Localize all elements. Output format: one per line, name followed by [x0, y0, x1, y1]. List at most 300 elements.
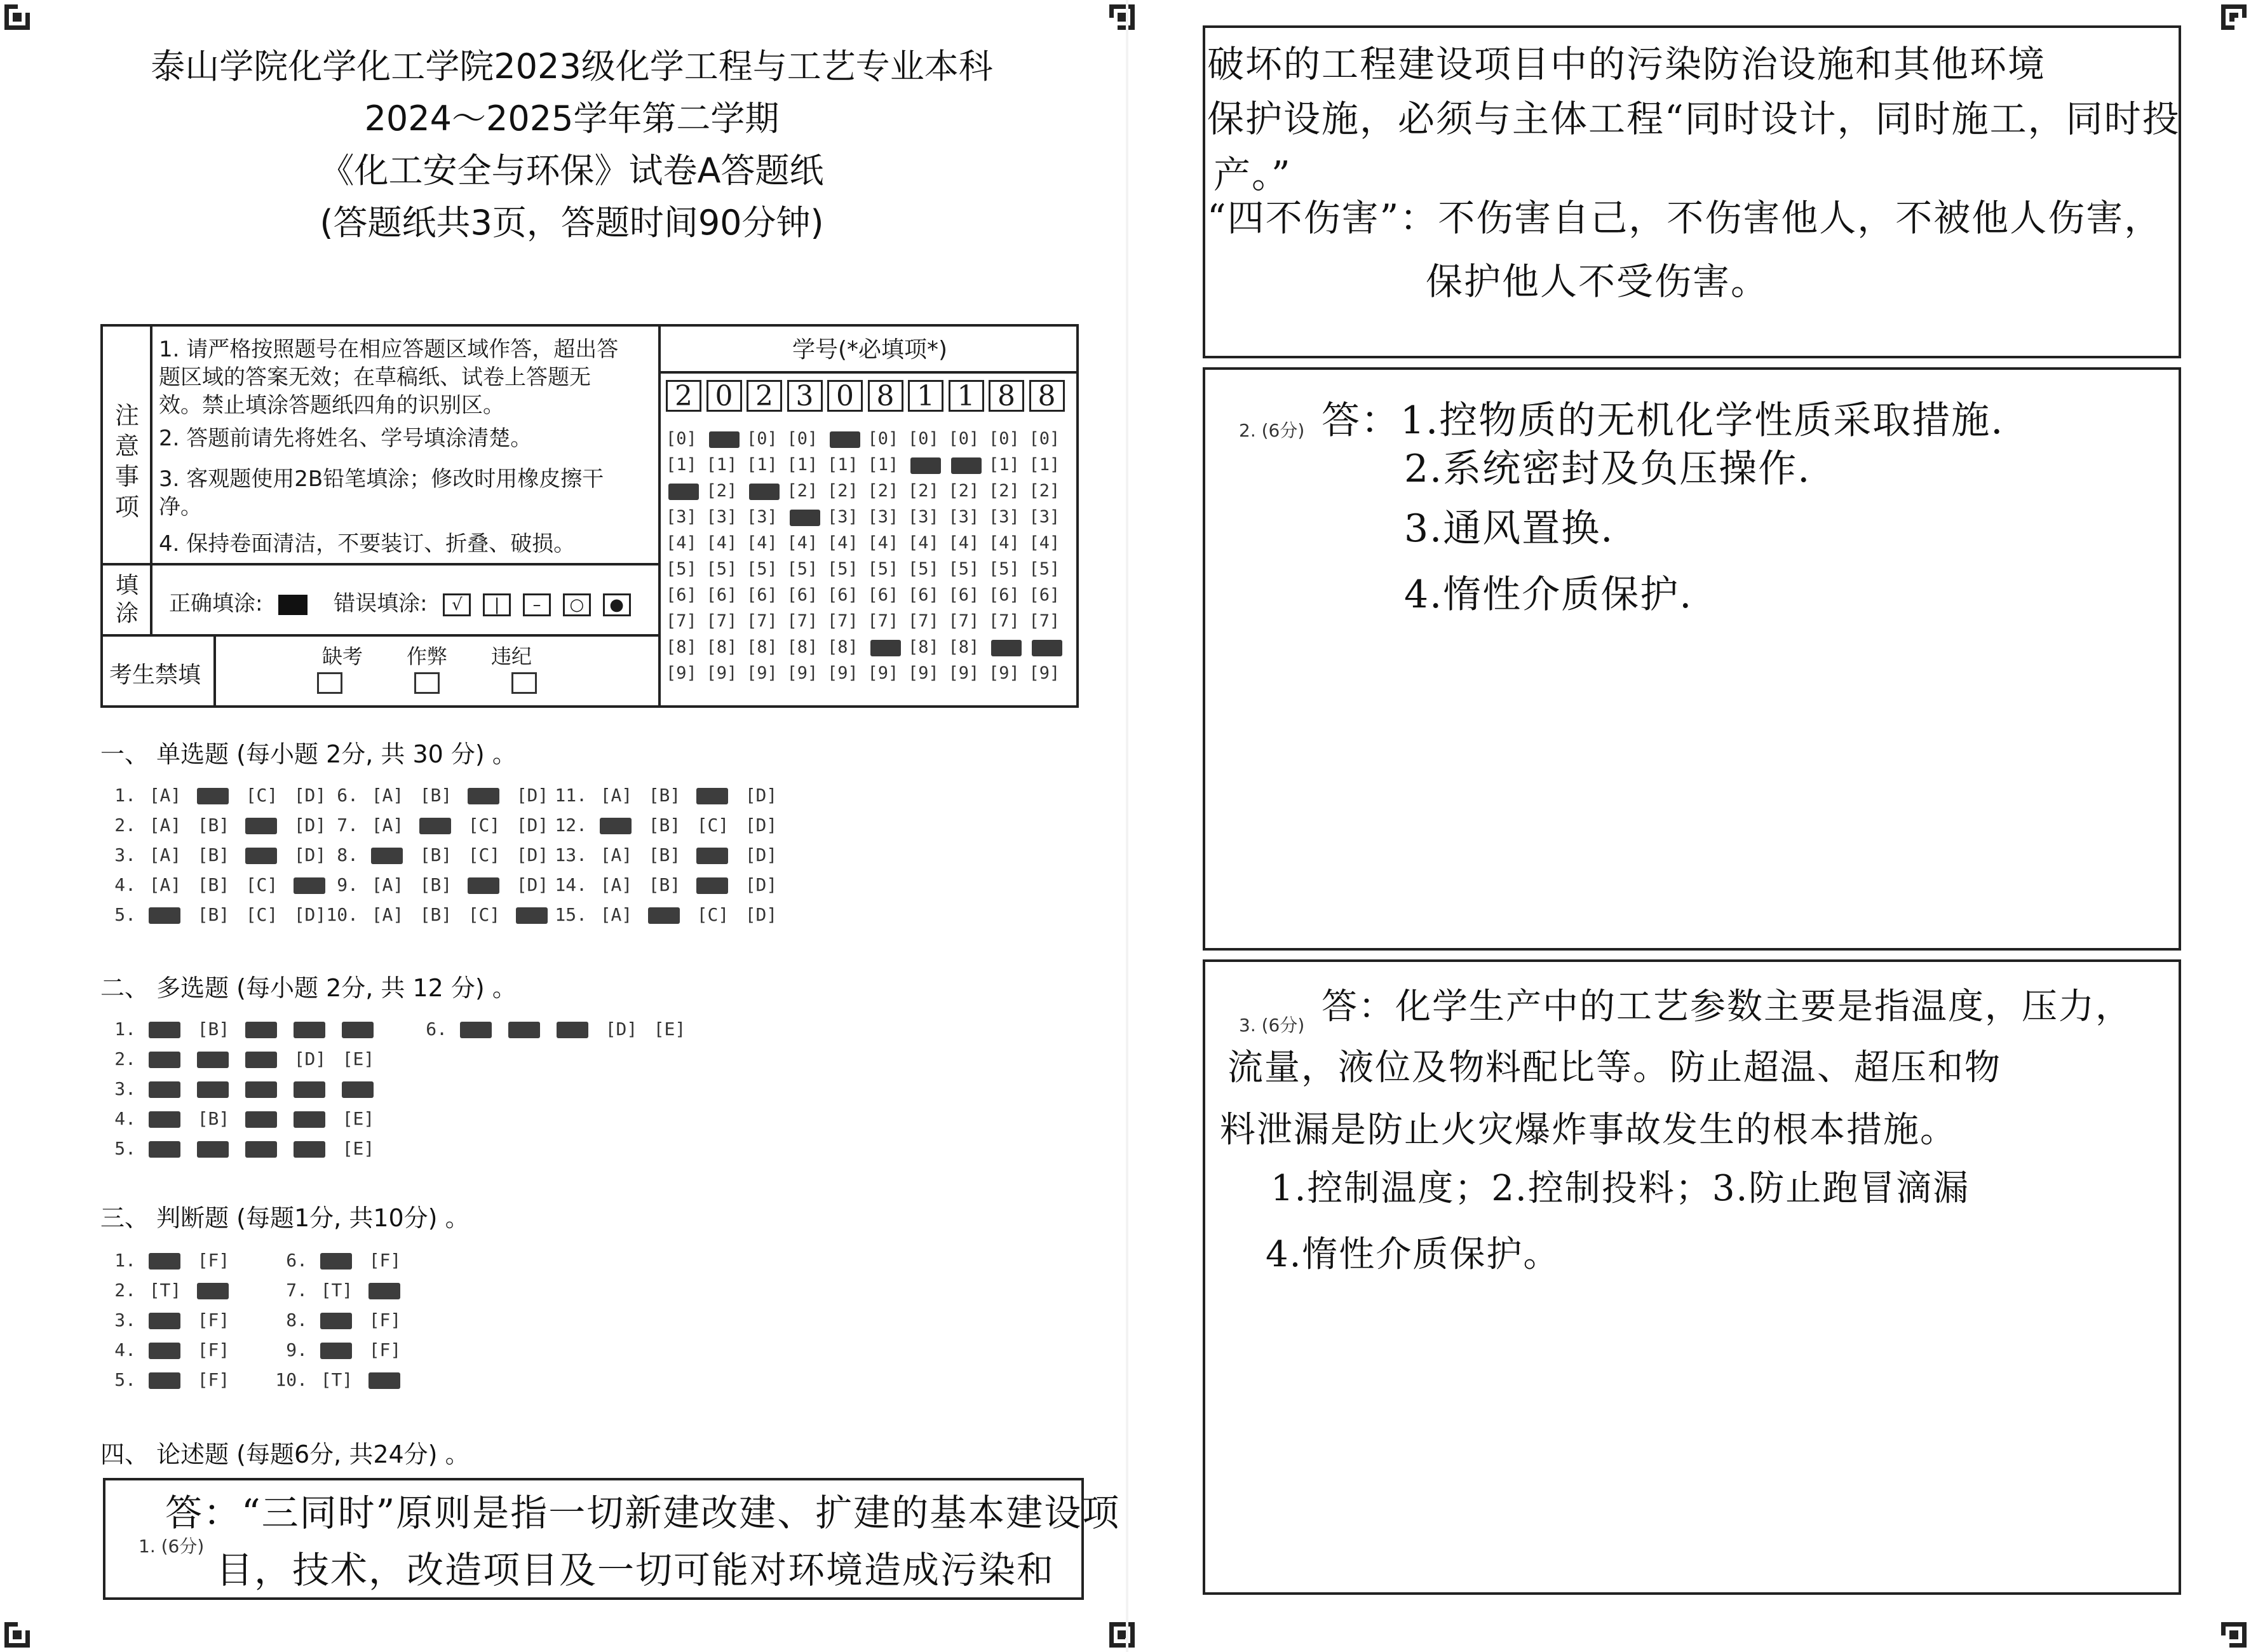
fill-side-label: 填涂 [115, 572, 139, 626]
student-id-bubble[interactable]: [8] [747, 637, 778, 657]
answer-bubble[interactable]: [A] [149, 815, 182, 836]
answer-bubble[interactable]: [A] [149, 785, 182, 806]
student-id-digit-cell[interactable]: 8 [989, 380, 1024, 412]
student-id-bubble[interactable]: [9] [787, 663, 818, 683]
answer-bubble-filled[interactable] [193, 1049, 234, 1069]
student-id-bubble[interactable]: [9] [989, 663, 1020, 683]
answer-bubble[interactable]: [C] [245, 874, 278, 895]
answer-bubble[interactable]: [D] [294, 815, 327, 836]
corner-mark-bottom-center [1109, 1622, 1135, 1648]
student-id-bubble[interactable]: [8] [908, 637, 939, 657]
student-id-bubble[interactable]: [9] [867, 663, 899, 683]
student-id-bubble-filled[interactable] [787, 508, 818, 527]
question-number: 3. [114, 844, 136, 865]
student-id-bubble[interactable]: [5] [706, 559, 738, 579]
student-id-bubble[interactable]: [6] [666, 585, 697, 605]
student-id-bubble[interactable]: [9] [827, 663, 858, 683]
student-id-bubble[interactable]: [2] [948, 481, 980, 501]
student-id-bubble[interactable]: [3] [989, 507, 1020, 527]
question-row [95, 1049, 386, 1069]
answer-bubble-filled[interactable] [596, 815, 637, 836]
answer-bubble-filled[interactable] [290, 1139, 330, 1159]
essay-q3-line-2: 流量，液位及物料配比等。防止超温、超压和物 [1227, 1047, 2001, 1088]
fill-correct-label: 正确填涂: [169, 591, 263, 616]
student-id-bubble-filled[interactable] [989, 638, 1020, 657]
student-id-digit-cell[interactable]: 2 [747, 380, 782, 412]
answer-bubble[interactable]: [D] [745, 785, 778, 806]
student-id-bubble[interactable]: [3] [908, 507, 939, 527]
answer-bubble-filled[interactable] [416, 815, 456, 836]
student-id-bubble[interactable]: [9] [948, 663, 980, 683]
question-number: 2. [114, 815, 136, 836]
student-id-bubble[interactable]: [6] [948, 585, 980, 605]
answer-bubble-filled[interactable] [145, 1049, 186, 1069]
answer-bubble-filled[interactable] [145, 1109, 186, 1129]
fill-legend [169, 586, 636, 617]
answer-bubble-filled[interactable] [145, 1079, 186, 1099]
answer-bubble-filled[interactable] [145, 1310, 186, 1330]
student-id-bubble[interactable]: [6] [747, 585, 778, 605]
student-id-bubble[interactable]: [7] [747, 611, 778, 631]
answer-bubble[interactable]: [B] [197, 904, 230, 925]
student-id-bubble[interactable]: [5] [908, 559, 939, 579]
answer-bubble[interactable]: [T] [320, 1280, 353, 1301]
answer-bubble-filled[interactable] [241, 1079, 282, 1099]
student-id-bubble[interactable]: [0] [908, 429, 939, 449]
student-id-bubble[interactable]: [5] [666, 559, 697, 579]
student-id-bubble[interactable]: [0] [666, 429, 697, 449]
student-id-bubble[interactable]: [4] [908, 533, 939, 553]
forbid-cheat-checkbox[interactable] [414, 672, 440, 694]
answer-bubble-filled[interactable] [193, 785, 234, 806]
answer-bubble[interactable]: [A] [600, 785, 633, 806]
student-id-bubble[interactable]: [7] [706, 611, 738, 631]
page-divider [1126, 0, 1128, 1652]
answer-bubble[interactable]: [F] [197, 1369, 230, 1390]
answer-bubble[interactable]: [A] [149, 874, 182, 895]
student-id-bubble[interactable]: [5] [1029, 559, 1060, 579]
student-id-bubble[interactable]: [1] [787, 455, 818, 475]
question-row [95, 1310, 241, 1330]
answer-bubble-filled[interactable] [693, 875, 733, 895]
answer-bubble-filled[interactable] [316, 1310, 357, 1330]
student-id-bubble[interactable]: [8] [827, 637, 858, 657]
answer-bubble[interactable]: [A] [600, 844, 633, 865]
student-id-bubble[interactable]: [2] [989, 481, 1020, 501]
answer-bubble[interactable]: [D] [516, 815, 549, 836]
student-id-bubble[interactable]: [1] [747, 455, 778, 475]
info-row-divider-2 [100, 634, 659, 637]
answer-bubble[interactable]: [C] [468, 904, 501, 925]
answer-bubble[interactable]: [D] [294, 785, 327, 806]
student-id-bubble[interactable]: [3] [1029, 507, 1060, 527]
student-id-digit-cell[interactable]: 1 [949, 380, 984, 412]
student-id-bubble[interactable]: [3] [706, 507, 738, 527]
answer-bubble[interactable]: [A] [600, 874, 633, 895]
student-id-bubble[interactable]: [1] [706, 455, 738, 475]
answer-bubble[interactable]: [F] [368, 1250, 402, 1271]
answer-bubble[interactable]: [B] [419, 844, 452, 865]
answer-bubble[interactable]: [A] [600, 904, 633, 925]
question-row [407, 1019, 698, 1039]
answer-bubble[interactable]: [D] [605, 1019, 638, 1039]
student-id-bubble[interactable]: [4] [867, 533, 899, 553]
answer-bubble-filled[interactable] [241, 815, 282, 836]
student-id-bubble[interactable]: [1] [867, 455, 899, 475]
student-id-bubble[interactable]: [9] [666, 663, 697, 683]
question-row [95, 1250, 241, 1271]
answer-bubble[interactable]: [B] [419, 904, 452, 925]
answer-bubble[interactable]: [B] [648, 785, 681, 806]
question-number: 10. [326, 904, 358, 925]
answer-bubble-filled[interactable] [464, 785, 504, 806]
student-id-bubble[interactable]: [6] [908, 585, 939, 605]
answer-bubble[interactable]: [C] [696, 904, 729, 925]
essay-q3-line-1: 答：化学生产中的工艺参数主要是指温度，压力， [1322, 986, 2132, 1027]
student-id-digit-cell[interactable]: 2 [666, 380, 701, 412]
essay-q3-line-5: 4.惰性介质保护。 [1266, 1234, 1560, 1275]
section2-title: 二、 多选题 (每小题 2分, 共 12 分) 。 [100, 974, 517, 1002]
answer-bubble[interactable]: [B] [197, 844, 230, 865]
student-id-bubble[interactable]: [0] [787, 429, 818, 449]
answer-bubble-filled[interactable] [193, 1139, 234, 1159]
student-id-bubble[interactable]: [1] [666, 455, 697, 475]
corner-mark-top-left [4, 4, 30, 30]
student-id-bubble[interactable]: [5] [867, 559, 899, 579]
essay-q2-line-4: 4.惰性介质保护. [1404, 572, 1693, 617]
question-number: 12. [555, 815, 587, 836]
question-row [318, 785, 560, 806]
question-row [546, 785, 789, 806]
essay-q2-line-3: 3.通风置换. [1404, 506, 1614, 551]
answer-bubble-filled[interactable] [145, 905, 186, 925]
answer-bubble[interactable]: [B] [197, 815, 230, 836]
student-id-bubble[interactable]: [4] [747, 533, 778, 553]
student-id-bubble[interactable]: [5] [989, 559, 1020, 579]
answer-bubble[interactable]: [D] [516, 844, 549, 865]
answer-bubble[interactable]: [D] [294, 844, 327, 865]
student-id-bubble[interactable]: [0] [1029, 429, 1060, 449]
student-id-bubble[interactable]: [9] [908, 663, 939, 683]
student-id-bubble[interactable]: [6] [787, 585, 818, 605]
question-row [267, 1280, 413, 1301]
question-number: 10. [275, 1369, 308, 1390]
answer-bubble-filled[interactable] [693, 845, 733, 865]
student-id-bubble-filled[interactable] [1029, 638, 1060, 657]
answer-bubble-filled[interactable] [193, 1079, 234, 1099]
answer-bubble[interactable]: [T] [320, 1369, 353, 1390]
answer-bubble-filled[interactable] [145, 1019, 186, 1039]
question-number: 4. [114, 1339, 136, 1360]
answer-bubble[interactable]: [B] [648, 874, 681, 895]
student-id-bubble[interactable]: [4] [787, 533, 818, 553]
answer-bubble[interactable]: [C] [696, 815, 729, 836]
answer-bubble[interactable]: [D] [745, 844, 778, 865]
question-number: 5. [114, 904, 136, 925]
student-id-bubble[interactable]: [6] [867, 585, 899, 605]
question-number: 14. [555, 874, 587, 895]
answer-bubble-filled[interactable] [693, 785, 733, 806]
answer-bubble-filled[interactable] [145, 1139, 186, 1159]
answer-bubble-filled[interactable] [193, 1280, 234, 1301]
answer-bubble-filled[interactable] [145, 1250, 186, 1271]
fill-wrong-label: 错误填涂: [334, 591, 428, 616]
student-id-bubble[interactable]: [3] [666, 507, 697, 527]
student-id-bubble[interactable]: [6] [989, 585, 1020, 605]
question-number: 5. [114, 1138, 136, 1159]
section1-title: 一、 单选题 (每小题 2分, 共 30 分) 。 [100, 740, 517, 768]
answer-bubble-filled[interactable] [145, 1370, 186, 1390]
essay-q3-line-4: 1.控制温度；2.控制投料；3.防止跑冒滴漏 [1271, 1168, 1970, 1209]
essay-q1-cont-line-4: “四不伤害”：不伤害自己，不伤害他人，不被他人伤害， [1207, 196, 2163, 240]
student-id-bubble[interactable]: [6] [706, 585, 738, 605]
student-id-digit-cell[interactable]: 3 [787, 380, 823, 412]
answer-bubble[interactable]: [F] [197, 1310, 230, 1330]
student-id-bubble[interactable]: [2] [1029, 481, 1060, 501]
question-row [95, 1019, 386, 1039]
answer-bubble-filled[interactable] [456, 1019, 497, 1039]
student-id-bubble[interactable]: [2] [706, 481, 738, 501]
answer-bubble[interactable]: [F] [197, 1339, 230, 1360]
essay-q1-cont-line-3: 产。” [1213, 153, 1292, 196]
answer-bubble[interactable]: [D] [294, 904, 327, 925]
student-id-bubble[interactable]: [8] [706, 637, 738, 657]
question-row [318, 845, 560, 865]
question-number: 3. [114, 1078, 136, 1099]
forbid-absent-checkbox[interactable] [317, 672, 342, 694]
question-row [267, 1370, 413, 1390]
answer-bubble-filled[interactable] [464, 875, 504, 895]
student-id-bubble[interactable]: [7] [908, 611, 939, 631]
fill-correct-sample [278, 595, 308, 615]
student-id-bubble-filled[interactable] [949, 456, 980, 475]
question-row [95, 1139, 386, 1159]
question-row [95, 1079, 386, 1099]
answer-bubble-filled[interactable] [365, 1280, 405, 1301]
student-id-bubble[interactable]: [7] [948, 611, 980, 631]
student-id-bubble[interactable]: [4] [948, 533, 980, 553]
answer-bubble[interactable]: [B] [648, 844, 681, 865]
student-id-bubble[interactable]: [5] [787, 559, 818, 579]
essay-q1-line-2: 目，技术，改造项目及一切可能对环境造成污染和 [216, 1548, 1055, 1592]
answer-bubble[interactable]: [B] [197, 1108, 230, 1129]
student-id-bubble[interactable]: [3] [747, 507, 778, 527]
answer-bubble-filled[interactable] [644, 905, 685, 925]
answer-bubble-filled[interactable] [316, 1250, 357, 1271]
answer-bubble[interactable]: [B] [648, 815, 681, 836]
answer-bubble[interactable]: [A] [371, 874, 404, 895]
student-id-bubble[interactable]: [8] [666, 637, 697, 657]
answer-bubble[interactable]: [C] [468, 844, 501, 865]
answer-bubble[interactable]: [D] [516, 785, 549, 806]
answer-bubble-filled[interactable] [241, 1019, 282, 1039]
student-id-bubble[interactable]: [2] [827, 481, 858, 501]
answer-bubble[interactable]: [A] [371, 815, 404, 836]
question-row [95, 845, 338, 865]
answer-bubble[interactable]: [C] [245, 785, 278, 806]
answer-bubble[interactable]: [D] [745, 904, 778, 925]
question-row [95, 785, 338, 806]
student-id-bubble[interactable]: [8] [948, 637, 980, 657]
forbid-violate-label: 违纪 [490, 644, 532, 668]
header-title: 泰山学院化学化工学院2023级化学工程与工艺专业本科 [151, 46, 993, 86]
student-id-bubble-filled[interactable] [666, 482, 697, 501]
forbid-cheat-label: 作弊 [406, 644, 447, 668]
answer-bubble[interactable]: [B] [419, 785, 452, 806]
student-id-bubble[interactable]: [5] [948, 559, 980, 579]
answer-bubble[interactable]: [D] [516, 874, 549, 895]
info-block-divider [658, 324, 661, 708]
question-row [267, 1310, 413, 1330]
question-row [546, 905, 789, 925]
answer-bubble[interactable]: [A] [371, 785, 404, 806]
student-id-bubble[interactable]: [1] [1029, 455, 1060, 475]
student-id-bubble[interactable]: [4] [989, 533, 1020, 553]
essay-q1-line-1: 答：“三同时”原则是指一切新建改建、扩建的基本建设项 [165, 1491, 1121, 1534]
answer-bubble-filled[interactable] [367, 845, 408, 865]
student-id-bubble[interactable]: [7] [867, 611, 899, 631]
question-row [318, 875, 560, 895]
student-id-digit-cell[interactable]: 8 [868, 380, 903, 412]
student-id-title-divider [661, 371, 1079, 374]
question-number: 6. [337, 785, 358, 806]
answer-bubble[interactable]: [D] [294, 1048, 327, 1069]
answer-bubble[interactable]: [E] [653, 1019, 686, 1039]
answer-bubble[interactable]: [C] [468, 815, 501, 836]
answer-bubble[interactable]: [E] [342, 1138, 375, 1159]
student-id-bubble[interactable]: [5] [747, 559, 778, 579]
answer-bubble[interactable]: [A] [149, 844, 182, 865]
essay-q3-label: 3. (6分) [1239, 1015, 1305, 1036]
question-row [267, 1340, 413, 1360]
note-item-4: 4. 保持卷面清洁，不要装订、折叠、破损。 [159, 531, 576, 557]
fill-wrong-sample-2: | [483, 593, 511, 616]
student-id-bubble[interactable]: [6] [1029, 585, 1060, 605]
answer-bubble-filled[interactable] [316, 1340, 357, 1360]
student-id-bubble[interactable]: [9] [1029, 663, 1060, 683]
student-id-bubble[interactable]: [4] [1029, 533, 1060, 553]
essay-q1-label: 1. (6分) [139, 1536, 205, 1557]
answer-bubble-filled[interactable] [241, 1049, 282, 1069]
student-id-bubble[interactable]: [3] [867, 507, 899, 527]
student-id-bubble[interactable]: [7] [1029, 611, 1060, 631]
question-row [546, 845, 789, 865]
question-number: 9. [286, 1339, 308, 1360]
question-row [95, 1109, 386, 1129]
student-id-bubble[interactable]: [5] [827, 559, 858, 579]
answer-bubble[interactable]: [C] [245, 904, 278, 925]
student-id-bubble[interactable]: [1] [827, 455, 858, 475]
student-id-bubble[interactable]: [3] [827, 507, 858, 527]
answer-bubble-filled[interactable] [290, 1079, 330, 1099]
student-id-bubble-filled[interactable] [706, 430, 738, 449]
answer-bubble[interactable]: [E] [342, 1108, 375, 1129]
answer-bubble[interactable]: [B] [197, 1019, 230, 1039]
forbid-absent-label: 缺考 [321, 644, 363, 668]
section4-title: 四、 论述题 (每题6分, 共24分) 。 [100, 1440, 470, 1468]
student-id-bubble[interactable]: [7] [787, 611, 818, 631]
student-id-bubble[interactable]: [0] [989, 429, 1020, 449]
student-id-bubble[interactable]: [4] [666, 533, 697, 553]
student-id-bubble[interactable]: [3] [948, 507, 980, 527]
student-id-bubble[interactable]: [7] [666, 611, 697, 631]
answer-bubble[interactable]: [F] [368, 1310, 402, 1330]
student-id-digit-cell[interactable]: 8 [1029, 380, 1065, 412]
fill-wrong-sample-5: ● [603, 593, 631, 616]
student-id-bubble-filled[interactable] [747, 482, 778, 501]
student-id-bubble[interactable]: [7] [989, 611, 1020, 631]
answer-bubble-filled[interactable] [290, 1019, 330, 1039]
answer-bubble-filled[interactable] [553, 1019, 593, 1039]
student-id-bubble[interactable]: [8] [787, 637, 818, 657]
fill-wrong-sample-1: √ [443, 593, 471, 616]
answer-bubble[interactable]: [T] [149, 1280, 182, 1301]
answer-bubble[interactable]: [D] [745, 815, 778, 836]
student-id-bubble-filled[interactable] [868, 638, 899, 657]
question-row [95, 1280, 241, 1301]
answer-bubble[interactable]: [D] [745, 874, 778, 895]
student-id-bubble[interactable]: [4] [706, 533, 738, 553]
answer-bubble-filled[interactable] [290, 1109, 330, 1129]
answer-bubble-filled[interactable] [504, 1019, 545, 1039]
answer-bubble-filled[interactable] [365, 1370, 405, 1390]
answer-bubble[interactable]: [F] [197, 1250, 230, 1271]
student-id-bubble[interactable]: [0] [867, 429, 899, 449]
student-id-bubble[interactable]: [7] [827, 611, 858, 631]
answer-bubble-filled[interactable] [338, 1079, 379, 1099]
student-id-bubble[interactable]: [0] [747, 429, 778, 449]
answer-bubble-filled[interactable] [241, 1109, 282, 1129]
question-number: 15. [555, 904, 587, 925]
question-number: 9. [337, 874, 358, 895]
student-id-bubble-filled[interactable] [908, 456, 939, 475]
fill-wrong-sample-3: – [523, 593, 551, 616]
header-exam-name: 《化工安全与环保》试卷A答题纸 [320, 151, 824, 191]
answer-bubble-filled[interactable] [241, 1139, 282, 1159]
question-number: 7. [286, 1280, 308, 1301]
forbid-label: 考生禁填 [109, 662, 201, 688]
question-number: 2. [114, 1048, 136, 1069]
student-id-bubble[interactable]: [6] [827, 585, 858, 605]
essay-q2-line-1: 答：1.控物质的无机化学性质采取措施. [1322, 398, 2004, 443]
answer-bubble[interactable]: [B] [419, 874, 452, 895]
student-id-bubble[interactable]: [9] [747, 663, 778, 683]
student-id-bubble[interactable]: [9] [706, 663, 738, 683]
student-id-digit-cell[interactable]: 0 [706, 380, 742, 412]
answer-bubble-filled[interactable] [145, 1340, 186, 1360]
answer-bubble-filled[interactable] [338, 1019, 379, 1039]
answer-bubble[interactable]: [E] [342, 1048, 375, 1069]
answer-bubble-filled[interactable] [241, 845, 282, 865]
student-id-digit-cell[interactable]: 1 [908, 380, 943, 412]
answer-bubble[interactable]: [B] [197, 874, 230, 895]
answer-bubble[interactable]: [F] [368, 1339, 402, 1360]
student-id-digit-cell[interactable]: 0 [827, 380, 863, 412]
student-id-bubble[interactable]: [2] [787, 481, 818, 501]
answer-bubble[interactable]: [A] [371, 904, 404, 925]
student-id-bubble[interactable]: [1] [989, 455, 1020, 475]
student-id-bubble[interactable]: [0] [948, 429, 980, 449]
student-id-bubble[interactable]: [4] [827, 533, 858, 553]
question-row [95, 1340, 241, 1360]
forbid-violate-checkbox[interactable] [511, 672, 537, 694]
question-number: 8. [286, 1310, 308, 1330]
note-item-2: 2. 答题前请先将姓名、学号填涂清楚。 [159, 426, 532, 451]
student-id-bubble[interactable]: [2] [908, 481, 939, 501]
student-id-bubble-filled[interactable] [827, 430, 858, 449]
corner-mark-top-center [1109, 4, 1135, 30]
student-id-bubble[interactable]: [2] [867, 481, 899, 501]
